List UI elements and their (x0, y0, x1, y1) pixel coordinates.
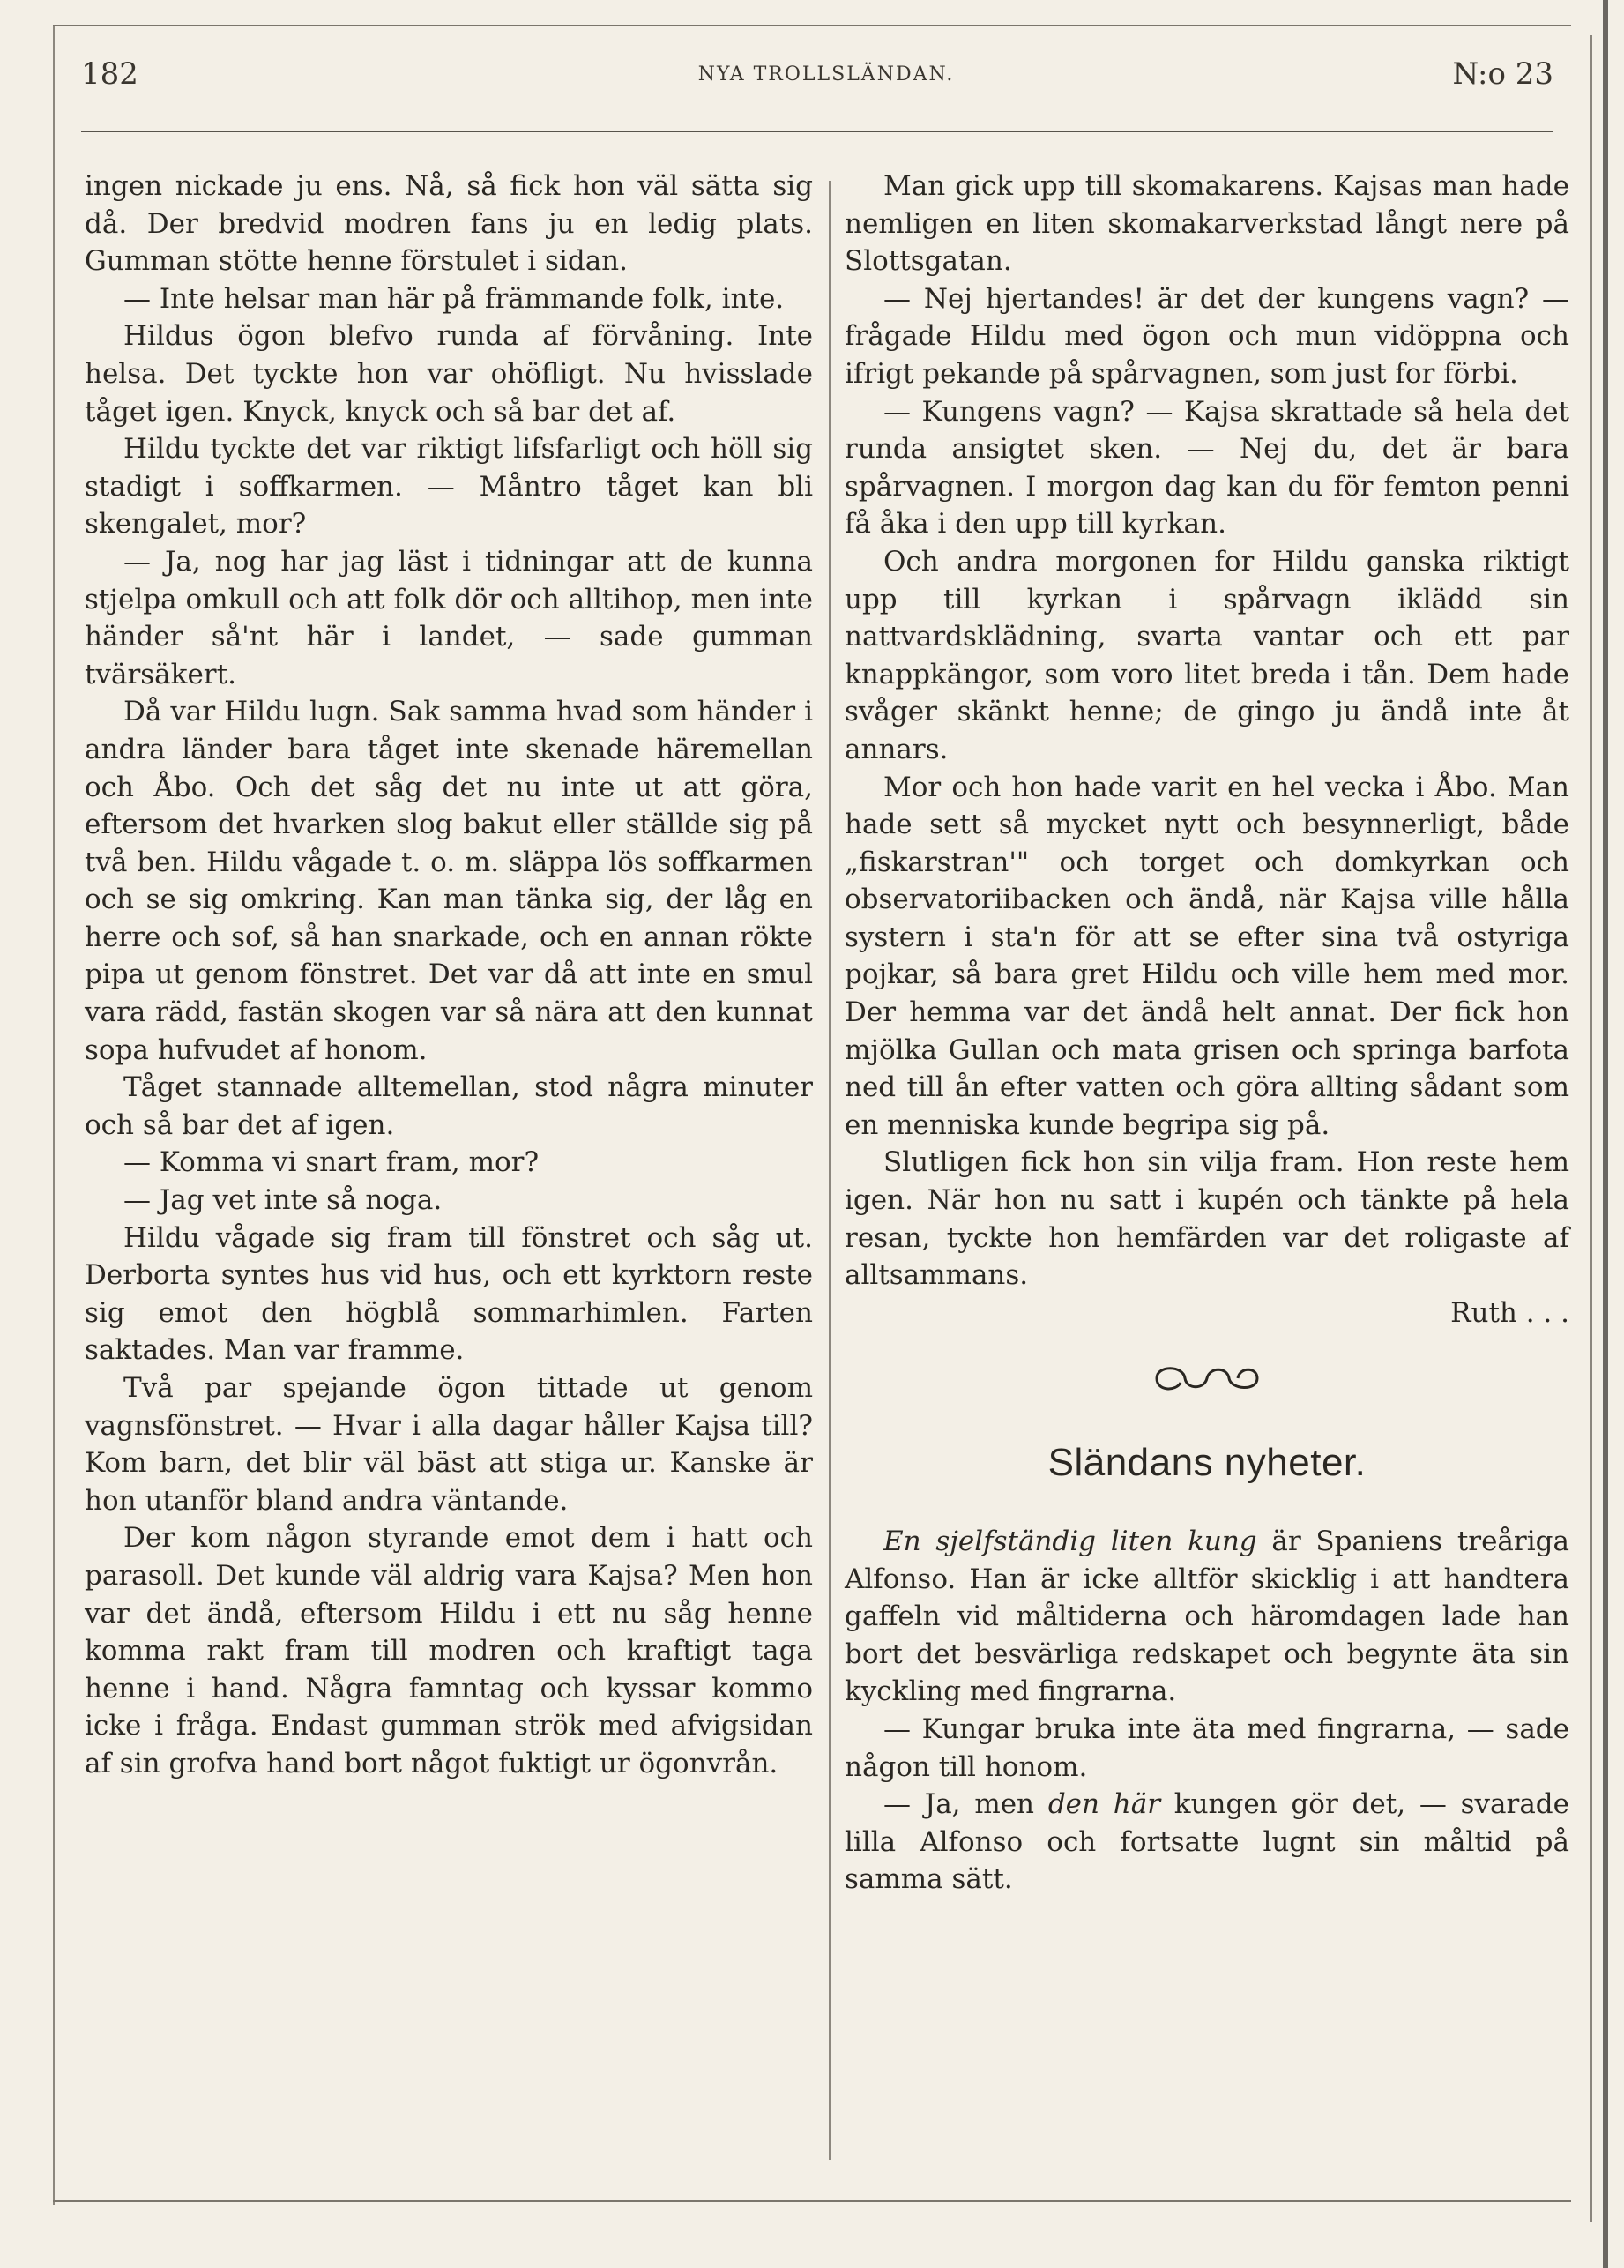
column-divider (829, 181, 831, 2160)
issue-number: N:o 23 (1452, 56, 1553, 92)
paragraph: — Komma vi snart fram, mor? (123, 1146, 540, 1179)
paragraph: — Inte helsar man här på främmande folk, inte. (123, 282, 785, 315)
news-paragraph (845, 1523, 1569, 1711)
paragraph: Hildus ögon blefvo runda af förvåning. Inte helsa. Det tyckte hon var ohöfligt. Nu hvisslade tåget igen. Knyck, knyck och så bar det af. (85, 320, 813, 428)
page-edge-line (1590, 35, 1592, 2222)
paragraph: Tåget stannade alltemellan, stod några minuter och så bar det af igen. (85, 1071, 813, 1141)
paragraph: Man gick upp till skomakarens. Kajsas man hade nemligen en liten skomakarverkstad långt nere på Slottsgatan. (845, 170, 1569, 278)
page-edge-shadow (1603, 0, 1608, 2268)
news-paragraph: — Kungar bruka inte äta med fingrarna, — sade någon till honom. (845, 1712, 1569, 1783)
author-signature: Ruth . . . (1450, 1296, 1569, 1329)
top-border-rule (53, 25, 1571, 26)
paragraph: Hildu vågade sig fram till fönstret och såg ut. Derborta syntes hus vid hus, och ett kyrktorn reste sig emot den högblå sommarhimlen. Farten saktades. Man var framme. (85, 1221, 813, 1367)
paragraph: Hildu tyckte det var riktigt lifsfarligt och höll sig stadigt i soffkarmen. — Måntro tåget kan bli skengalet, mor? (85, 433, 813, 541)
paragraph: Två par spejande ögon tittade ut genom vagnsfönstret. — Hvar i alla dagar håller Kajsa till? Kom barn, det blir väl bäst att stiga ur. Kanske är hon utanför bland andra väntande. (85, 1372, 813, 1517)
news-lead-text: är Spaniens treåriga Alfonso. Han är icke alltför skicklig i att handtera gaffeln vid måltiderna och häromdagen lade han bort det besvärliga redskapet och begynte äta sin kyckling med fingrarna. (845, 1526, 1569, 1708)
paragraph: — Ja, nog har jag läst i tidningar att de kunna stjelpa omkull och att folk dör och alltihop, men inte händer så'nt här i landet, — sade gumman tvärsäkert. (85, 545, 813, 690)
paragraph: Då var Hildu lugn. Sak samma hvad som händer i andra länder bara tåget inte skenade häremellan och Åbo. Och det såg det nu inte ut att göra, eftersom det hvarken slog bakut eller ställde sig på två ben. Hildu vågade t. o. m. släppa lös soffkarmen och se sig omkring. Kan man tänka sig, der låg en herre och sof, så han snarkade, och en annan rökte pipa ut genom fönstret. Det var då att inte en smul vara rädd, fastän skogen var så nära att den kunnat sopa hufvudet af honom. (85, 696, 813, 1066)
news-section-heading: Sländans nyheter. (1047, 1441, 1367, 1485)
paragraph: Mor och hon hade varit en hel vecka i Åbo. Man hade sett så mycket nytt och besynnerligt, både „fiskarstran'" och torget och domkyrkan och observatoriibacken och ändå, när Kajsa ville hålla systern i sta'n för att se efter sina två ostyriga pojkar, så bara gret Hildu och ville hem med mor. Der hemma var det ändå helt annat. Der fick hon mjölka Gullan och mata grisen och springa barfota ned till ån efter vatten och göra allting sådant som en menniska kunde begripa sig på. (845, 771, 1569, 1141)
left-border-rule (53, 26, 55, 2205)
paragraph: — Nej hjertandes! är det der kungens vagn? — frågade Hildu med ögon och mun vidöppna och ifrigt pekande på spårvagnen, som just for förbi. (845, 282, 1569, 390)
bottom-border-rule (53, 2200, 1571, 2202)
news-italic: den här (1047, 1788, 1161, 1821)
paragraph: Och andra morgonen for Hildu ganska riktigt upp till kyrkan i spårvagn iklädd sin nattvardsklädning, svarta vantar och ett par knappkängor, som voro litet breda i tån. Dem hade svåger skänkt henne; de gingo ju ändå inte åt annars. (845, 545, 1569, 765)
news-text: — Ja, men (883, 1788, 1048, 1821)
right-column (845, 168, 1569, 1899)
left-column (85, 168, 813, 1783)
paragraph: — Jag vet inte så noga. (123, 1184, 443, 1217)
publication-title: NYA TROLLSLÄNDAN. (697, 63, 955, 86)
page-number: 182 (81, 56, 138, 92)
news-lead-italic: En sjelfständig liten kung (883, 1526, 1257, 1557)
header-rule (81, 131, 1553, 132)
paragraph: Der kom någon styrande emot dem i hatt och parasoll. Det kunde väl aldrig vara Kajsa? Men hon var det ändå, eftersom Hildu i ett nu såg henne komma rakt fram till modren och kraftigt taga henne i hand. Några famntag och kyssar kommo icke i fråga. Endast gumman strök med afvigsidan af sin grofva hand bort något fuktigt ur ögonvrån. (85, 1522, 813, 1779)
running-header (81, 56, 1571, 102)
paragraph: ingen nickade ju ens. Nå, så fick hon väl sätta sig då. Der bredvid modren fans ju en ledig plats. Gumman stötte henne förstulet i sidan. (85, 170, 813, 278)
paragraph: — Kungens vagn? — Kajsa skrattade så hela det runda ansigtet sken. — Nej du, det är bara spårvagnen. I morgon dag kan du för femton penni få åka i den upp till kyrkan. (845, 395, 1569, 541)
news-text: kungen gör det, — svarade lilla Alfonso och fortsatte lugnt sin måltid på samma sätt. (845, 1788, 1569, 1896)
news-paragraph (845, 1786, 1569, 1899)
ornament-divider (845, 1356, 1569, 1409)
paragraph: Slutligen fick hon sin vilja fram. Hon reste hem igen. När hon nu satt i kupén och tänkte på hela resan, tyckte hon hemfärden var det roligaste af alltsammans. (845, 1146, 1569, 1292)
flourish-icon (1141, 1356, 1273, 1400)
